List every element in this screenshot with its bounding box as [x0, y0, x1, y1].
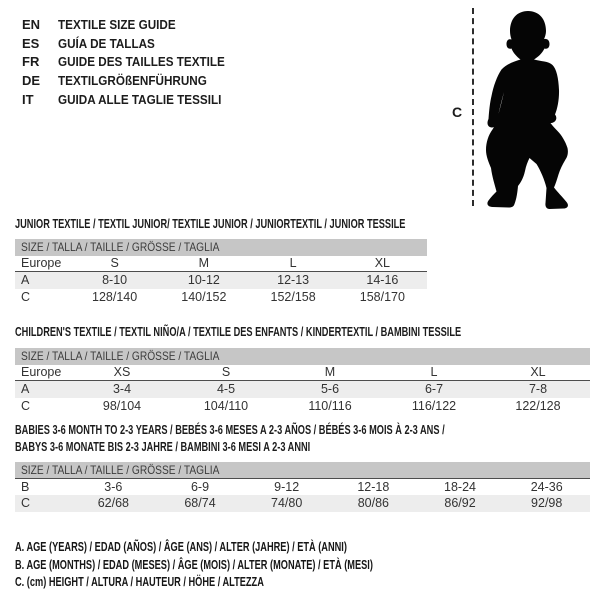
age-cell: 12-13	[277, 273, 310, 288]
height-cell: 98/104	[102, 398, 142, 413]
babies-size-table	[15, 462, 590, 512]
table-row-europe	[15, 365, 590, 382]
age-cell: 3-4	[112, 382, 132, 397]
legend-line-a: A. AGE (YEARS) / EDAD (AÑOS) / ÂGE (ANS) / ALTER (JAHRE) / ETÀ (ANNI)	[15, 539, 347, 554]
size-cell: L	[430, 365, 438, 380]
language-item-it	[22, 90, 243, 109]
height-cell: 80/86	[357, 496, 389, 511]
age-cell: 14-16	[366, 273, 399, 288]
age-cell: 5-6	[320, 382, 340, 397]
size-cell: S	[221, 365, 231, 380]
age-cell: 12-18	[357, 479, 390, 494]
babies-title-line-2: BABYS 3-6 MONATE BIS 2-3 JAHRE / BAMBINI 3-6 MESI A 2-3 ANNI	[15, 438, 311, 454]
table-row-height	[15, 289, 427, 306]
size-cell: XL	[530, 365, 546, 380]
size-cell: L	[289, 256, 297, 271]
language-guide	[22, 15, 243, 109]
size-cell: XS	[113, 365, 131, 380]
toddler-silhouette-icon	[482, 6, 586, 214]
age-cell: 24-36	[530, 479, 563, 494]
children-size-table	[15, 348, 590, 414]
height-cell: 110/116	[308, 398, 352, 413]
babies-title-line-1: BABIES 3-6 MONTH TO 2-3 YEARS / BEBÉS 3-6 MESES A 2-3 AÑOS / BÉBÉS 3-6 MOIS À 2-3 ANS /	[15, 422, 445, 437]
row-label: Europe	[21, 256, 62, 271]
language-code: EN	[22, 16, 41, 32]
size-header-text: SIZE / TALLA / TAILLE / GRÖSSE / TAGLIA	[21, 240, 220, 255]
height-cell: 74/80	[271, 496, 303, 511]
size-header-band	[15, 462, 590, 479]
height-cell: 86/92	[444, 496, 476, 511]
height-cell: 152/158	[270, 289, 316, 304]
height-cell: 158/170	[359, 289, 405, 304]
language-label: TEXTILGRÖßENFÜHRUNG	[58, 73, 207, 89]
age-cell: 9-12	[274, 479, 300, 494]
size-cell: M	[198, 256, 210, 271]
legend	[15, 538, 519, 591]
language-label: GUIDA ALLE TAGLIE TESSILI	[58, 92, 222, 108]
row-label: C	[21, 398, 31, 413]
height-cell: 116/122	[411, 398, 457, 413]
age-cell: 4-5	[216, 382, 236, 397]
row-label: A	[21, 273, 30, 288]
row-label: A	[21, 382, 30, 397]
junior-size-table	[15, 239, 427, 305]
language-label: GUIDE DES TAILLES TEXTILE	[58, 54, 225, 70]
language-label: GUÍA DE TALLAS	[58, 35, 155, 51]
height-c-label: C	[452, 104, 463, 120]
table-row-height	[15, 495, 590, 512]
language-label: TEXTILE SIZE GUIDE	[58, 16, 176, 32]
height-cell: 140/152	[181, 289, 227, 304]
row-label: C	[21, 496, 31, 511]
height-cell: 62/68	[97, 496, 129, 511]
table-row-age	[15, 272, 427, 289]
age-cell: 10-12	[187, 273, 220, 288]
language-code: ES	[22, 35, 40, 51]
size-cell: M	[324, 365, 336, 380]
language-item-es	[22, 34, 243, 53]
table-row-age-months	[15, 479, 590, 496]
table-row-age	[15, 381, 590, 398]
table-row-height	[15, 398, 590, 415]
language-item-en	[22, 15, 243, 34]
size-header-text: SIZE / TALLA / TAILLE / GRÖSSE / TAGLIA	[21, 462, 220, 477]
age-cell: 6-7	[424, 382, 444, 397]
language-code: IT	[22, 92, 34, 108]
height-cell: 128/140	[92, 289, 138, 304]
language-item-fr	[22, 53, 243, 72]
height-measure-dashed-line	[472, 8, 474, 206]
row-label: C	[21, 289, 31, 304]
size-header-band	[15, 239, 427, 256]
height-cell: 104/110	[203, 398, 249, 413]
age-cell: 8-10	[102, 273, 128, 288]
babies-table-title	[15, 422, 445, 455]
row-label: B	[21, 479, 30, 494]
age-cell: 18-24	[444, 479, 477, 494]
language-item-de	[22, 71, 243, 90]
height-cell: 122/128	[515, 398, 561, 413]
age-cell: 3-6	[104, 479, 123, 494]
height-cell: 68/74	[184, 496, 216, 511]
size-header-text: SIZE / TALLA / TAILLE / GRÖSSE / TAGLIA	[21, 349, 220, 364]
size-cell: S	[110, 256, 119, 271]
row-label: Europe	[21, 365, 62, 380]
height-cell: 92/98	[531, 496, 563, 511]
age-cell: 7-8	[528, 382, 548, 397]
children-table-title: CHILDREN'S TEXTILE / TEXTIL NIÑO/A / TEXTILE DES ENFANTS / KINDERTEXTIL / BAMBINI TESSILE	[15, 324, 462, 339]
table-row-europe	[15, 256, 427, 273]
size-header-band	[15, 348, 590, 365]
language-code: FR	[22, 54, 40, 70]
legend-line-b: B. AGE (MONTHS) / EDAD (MESES) / ÂGE (MOIS) / ALTER (MONATE) / ETÀ (MESI)	[15, 556, 373, 572]
age-cell: 6-9	[190, 479, 210, 494]
legend-line-c: C. (cm) HEIGHT / ALTURA / HAUTEUR / HÖHE / ALTEZZA	[15, 574, 264, 590]
junior-table-title: JUNIOR TEXTILE / TEXTIL JUNIOR/ TEXTILE JUNIOR / JUNIORTEXTIL / JUNIOR TESSILE	[15, 216, 406, 231]
language-code: DE	[22, 73, 41, 89]
size-cell: XL	[374, 256, 391, 271]
